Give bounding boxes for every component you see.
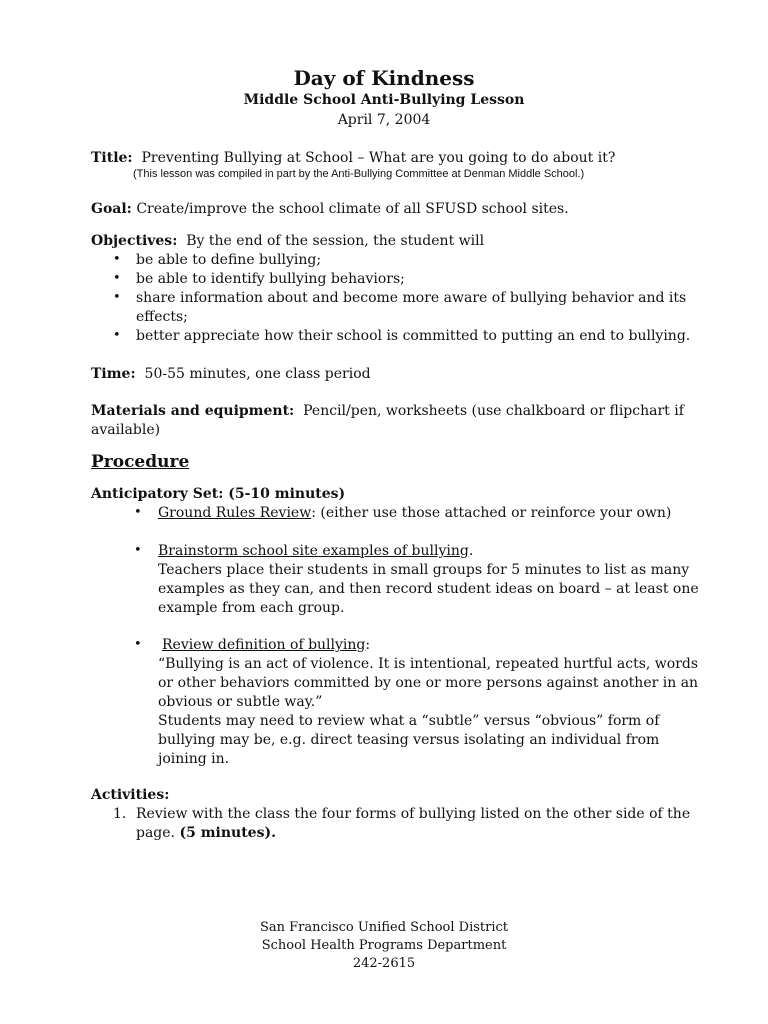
procedure-item — [162, 637, 370, 653]
objective-item-continued: effects; — [136, 309, 188, 325]
procedure-item-title: Ground Rules Review — [158, 505, 312, 521]
time-text: 50-55 minutes, one class period — [144, 366, 371, 382]
activity-text-continued: page. (5 minutes). — [136, 825, 276, 841]
time-label: Time: — [91, 366, 136, 382]
objectives-label: Objectives: — [91, 233, 178, 249]
anticipatory-set-heading: Anticipatory Set: (5-10 minutes) — [91, 486, 346, 502]
document-subtitle: Middle School Anti-Bullying Lesson — [243, 92, 525, 108]
materials-text-continued: available) — [91, 422, 161, 438]
bullet-icon: • — [134, 505, 142, 520]
lesson-title-text: Preventing Bullying at School – What are you going to do about it? — [141, 150, 616, 166]
objective-item: be able to define bullying; — [136, 252, 322, 268]
activity-text: Review with the class the four forms of bullying listed on the other side of the — [136, 806, 691, 822]
time-line — [91, 366, 371, 382]
materials-line — [91, 403, 684, 419]
procedure-item-text: bullying may be, e.g. direct teasing versus isolating an individual from — [158, 732, 660, 748]
procedure-item-suffix: . — [468, 543, 474, 559]
lesson-title-label: Title: — [91, 150, 133, 166]
bullet-icon: • — [113, 328, 121, 343]
procedure-heading: Procedure — [91, 452, 190, 472]
objective-item: better appreciate how their school is committed to putting an end to bullying. — [136, 328, 691, 344]
document-date: April 7, 2004 — [337, 112, 431, 128]
procedure-item-text: joining in. — [158, 751, 230, 767]
materials-text: Pencil/pen, worksheets (use chalkboard or flipchart if — [303, 403, 684, 419]
activities-heading: Activities: — [91, 787, 170, 803]
lesson-title-line — [91, 150, 615, 166]
objectives-intro: By the end of the session, the student will — [186, 233, 485, 249]
lesson-title-note: (This lesson was compiled in part by the Anti-Bullying Committee at Denman Middle School.) — [133, 168, 585, 180]
bullet-icon: • — [113, 252, 121, 267]
procedure-item — [158, 505, 671, 521]
procedure-item-title: Review definition of bullying — [162, 637, 366, 653]
procedure-item-suffix: : — [365, 637, 371, 653]
procedure-item-text: example from each group. — [158, 600, 345, 616]
objectives-line — [91, 233, 484, 249]
objective-item: share information about and become more aware of bullying behavior and its — [136, 290, 687, 306]
procedure-item-text: Students may need to review what a “subtle” versus “obvious” form of — [158, 713, 660, 729]
procedure-item-text: or other behaviors committed by one or more persons against another in an — [158, 675, 699, 691]
activity-number: 1. — [113, 806, 127, 822]
procedure-item-text: examples as they can, and then record student ideas on board – at least one — [158, 581, 699, 597]
footer-line: 242-2615 — [352, 956, 416, 971]
procedure-item-suffix: : (either use those attached or reinforce your own) — [311, 505, 672, 521]
procedure-item-text: “Bullying is an act of violence. It is intentional, repeated hurtful acts, words — [158, 656, 699, 672]
bullet-icon: • — [134, 543, 142, 558]
procedure-item-title: Brainstorm school site examples of bullying — [158, 543, 469, 559]
procedure-item — [158, 543, 473, 559]
objective-item: be able to identify bullying behaviors; — [136, 271, 405, 287]
bullet-icon: • — [113, 290, 121, 305]
procedure-item-text: Teachers place their students in small groups for 5 minutes to list as many — [158, 562, 690, 578]
footer-line: School Health Programs Department — [261, 938, 507, 953]
goal-line — [91, 201, 569, 217]
bullet-icon: • — [134, 637, 142, 652]
goal-text: Create/improve the school climate of all SFUSD school sites. — [136, 201, 569, 217]
materials-label: Materials and equipment: — [91, 403, 295, 419]
goal-label: Goal: — [91, 201, 132, 217]
bullet-icon: • — [113, 271, 121, 286]
procedure-item-text: obvious or subtle way.” — [158, 694, 323, 710]
document-title: Day of Kindness — [293, 66, 475, 90]
footer-line: San Francisco Unified School District — [259, 920, 509, 935]
